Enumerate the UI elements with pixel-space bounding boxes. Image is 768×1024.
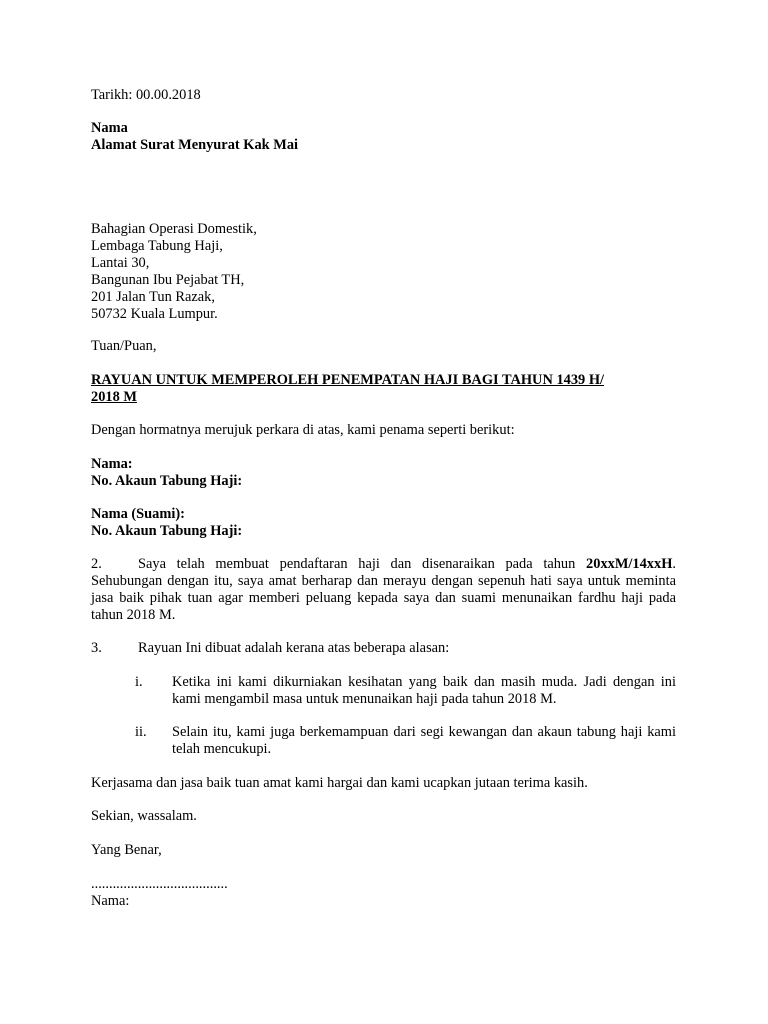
- closing: Sekian, wassalam.: [91, 808, 197, 824]
- recipient-line: Lantai 30,: [91, 255, 150, 271]
- intro-paragraph: Dengan hormatnya merujuk perkara di atas, kami penama seperti berikut:: [91, 422, 515, 438]
- recipient-address: [91, 221, 676, 323]
- applicant-fields: [91, 456, 676, 490]
- subject-heading: [91, 372, 676, 406]
- recipient-line: Lembaga Tabung Haji,: [91, 238, 223, 254]
- paragraph-2-text-start: Saya telah membuat pendaftaran haji dan disenaraikan pada tahun: [138, 556, 587, 572]
- recipient-line: 50732 Kuala Lumpur.: [91, 306, 218, 322]
- signature-block: [91, 876, 676, 910]
- reason-text: Selain itu, kami juga berkemampuan dari segi kewangan dan akaun tabung haji kami telah mencukupi.: [172, 724, 676, 757]
- recipient-line: Bahagian Operasi Domestik,: [91, 221, 257, 237]
- subject-line-1: RAYUAN UNTUK MEMPEROLEH PENEMPATAN HAJI BAGI TAHUN 1439 H/: [91, 372, 605, 388]
- paragraph-3-text: Rayuan Ini dibuat adalah kerana atas beberapa alasan:: [138, 640, 450, 656]
- sender-address: Alamat Surat Menyurat Kak Mai: [91, 137, 299, 153]
- signature-name-label: Nama:: [91, 893, 130, 909]
- salutation: Tuan/Puan,: [91, 338, 157, 354]
- paragraph-3-number: 3.: [91, 640, 102, 656]
- spouse-name-label: Nama (Suami):: [91, 506, 185, 522]
- spouse-account-label: No. Akaun Tabung Haji:: [91, 523, 243, 539]
- date-line: Tarikh: 00.00.2018: [91, 87, 201, 103]
- sender-name: Nama: [91, 120, 128, 136]
- reason-number: i.: [135, 674, 143, 690]
- signature-line: ......................................: [91, 876, 228, 892]
- reason-text: Ketika ini kami dikurniakan kesihatan yang baik dan masih muda. Jadi dengan ini kami mengambil masa untuk menunaikan haji pada tahun 2018 M.: [172, 674, 676, 707]
- paragraph-2: [91, 556, 676, 624]
- thanks-paragraph: Kerjasama dan jasa baik tuan amat kami hargai dan kami ucapkan jutaan terima kasih.: [91, 775, 588, 791]
- paragraph-3: [91, 640, 676, 657]
- applicant-account-label: No. Akaun Tabung Haji:: [91, 473, 243, 489]
- paragraph-2-text-end: . Sehubungan dengan itu, saya amat berharap dan merayu dengan sepenuh hati saya untuk meminta jasa baik pihak tuan agar memberi peluang kepada saya dan suami menunaikan fardhu haji pada tahun 2018 M.: [91, 556, 676, 623]
- sender-block: [91, 120, 676, 154]
- paragraph-2-number: 2.: [91, 556, 102, 572]
- recipient-line: Bangunan Ibu Pejabat TH,: [91, 272, 245, 288]
- spouse-fields: [91, 506, 676, 540]
- recipient-line: 201 Jalan Tun Razak,: [91, 289, 215, 305]
- reason-number: ii.: [135, 724, 147, 740]
- applicant-name-label: Nama:: [91, 456, 133, 472]
- registration-year: 20xxM/14xxH: [586, 556, 673, 572]
- sign-off: Yang Benar,: [91, 842, 162, 858]
- subject-line-2: 2018 M: [91, 389, 137, 405]
